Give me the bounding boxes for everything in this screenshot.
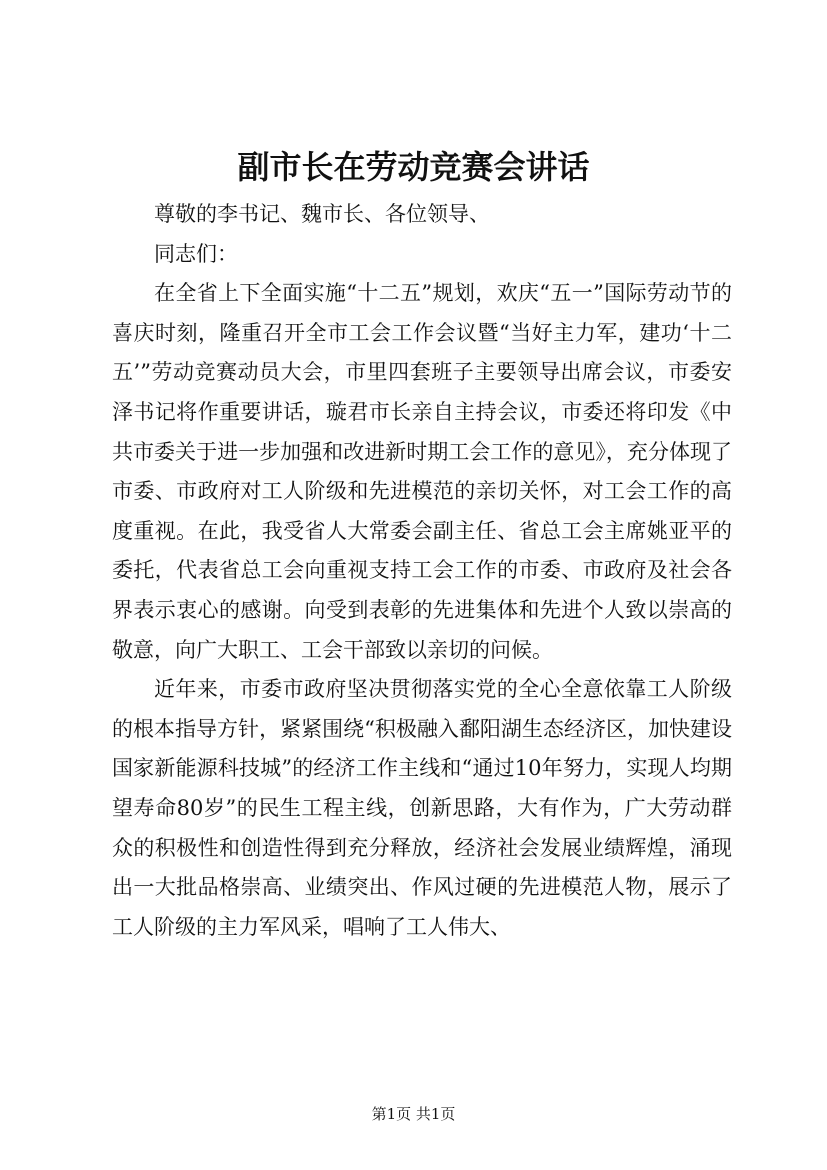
page-footer: 第1页 共1页: [371, 1105, 456, 1123]
salutation-line: 同志们：: [154, 241, 238, 266]
body-paragraph: 在全省上下全面实施“十二五”规划，欢庆“五一”国际劳动节的喜庆时刻，隆重召开全市工会工作会议暨“当好主力军，建功‘十二五’”劳动竞赛动员大会，市里四套班子主要领导出席会议，市委安泽书记将作重要讲话，璇君市长亲自主持会议，市委还将印发《中共市委关于进一步加强和改进新时期工会工作的意见》，充分体现了市委、市政府对工人阶级和先进模范的亲切关怀，对工会工作的高度重视。在此，我受省人大常委会副主任、省总工会主席姚亚平的委托，代表省总工会向重视支持工会工作的市委、市政府及社会各界表示衷心的感谢。向受到表彰的先进集体和先进个人致以崇高的敬意，向广大职工、工会干部致以亲切的问候。: [112, 281, 732, 662]
document-title: 副市长在劳动竞赛会讲话: [237, 148, 590, 186]
body-paragraph: 近年来，市委市政府坚决贯彻落实党的全心全意依靠工人阶级的根本指导方针，紧紧围绕“积极融入鄱阳湖生态经济区，加快建设国家新能源科技城”的经济工作主线和“通过10年努力，实现人均期望寿命80岁”的民生工程主线，创新思路，大有作为，广大劳动群众的积极性和创造性得到充分释放，经济社会发展业绩辉煌，涌现出一大批品格崇高、业绩突出、作风过硬的先进模范人物，展示了工人阶级的主力军风采，唱响了工人伟大、: [112, 677, 732, 939]
salutation-line: 尊敬的李书记、魏市长、各位领导、: [154, 202, 490, 226]
document-body: [112, 195, 732, 947]
